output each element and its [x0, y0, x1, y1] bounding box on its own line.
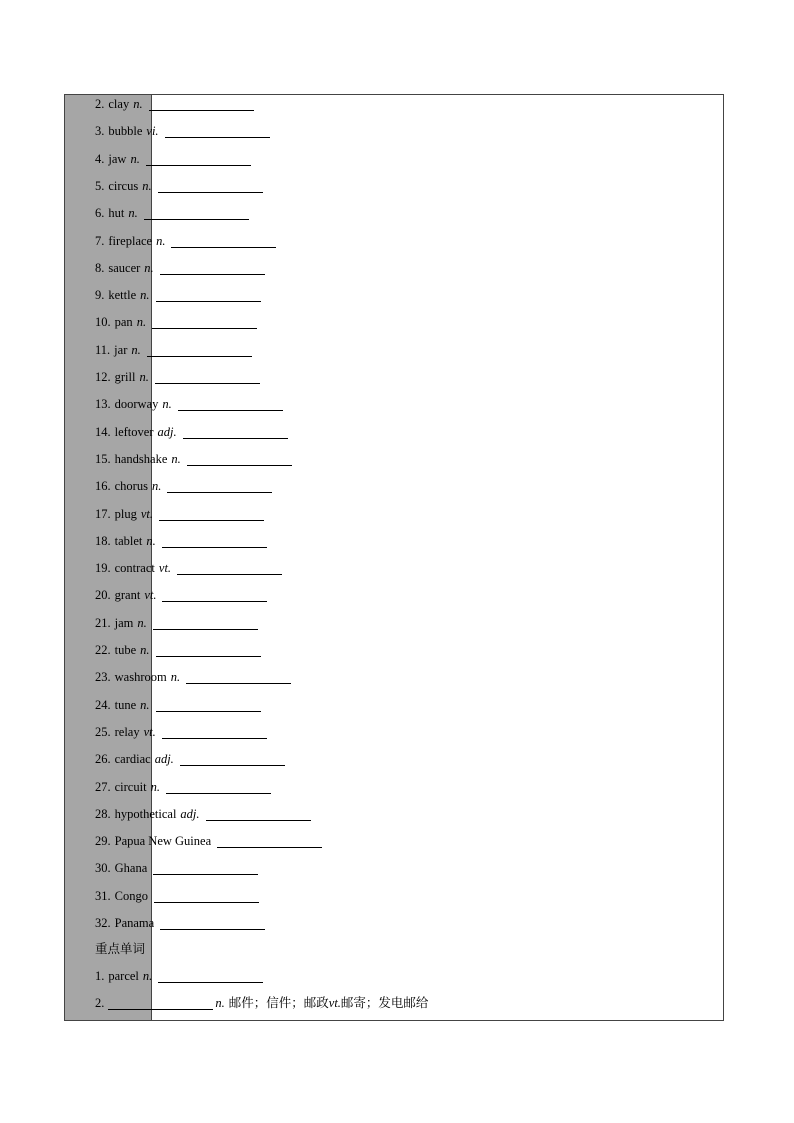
item-number: 25.	[95, 725, 111, 739]
item-number: 17.	[95, 507, 111, 521]
vocab-item	[95, 831, 322, 851]
answer-blank[interactable]	[155, 382, 260, 384]
item-word: relay	[114, 725, 140, 739]
item-number: 2.	[95, 996, 105, 1010]
item-number: 27.	[95, 780, 111, 794]
vocab-item	[95, 149, 251, 169]
item-part-of-speech: vt.	[143, 725, 156, 739]
item-part-of-speech: n.	[142, 179, 152, 193]
item-number: 21.	[95, 616, 111, 630]
item-word: kettle	[108, 288, 137, 302]
item-number: 5.	[95, 179, 105, 193]
item-word: jam	[114, 616, 134, 630]
item-word: grant	[114, 588, 141, 602]
item-number: 12.	[95, 370, 111, 384]
vocab-item	[95, 94, 254, 114]
vocab-item	[95, 203, 249, 223]
item-word: hypothetical	[114, 807, 177, 821]
answer-blank[interactable]	[146, 164, 251, 166]
item-part-of-speech: n.	[150, 780, 160, 794]
item-number: 23.	[95, 670, 111, 684]
item-word: bubble	[108, 124, 143, 138]
item-part-of-speech: vt.	[158, 561, 172, 575]
answer-blank[interactable]	[154, 901, 259, 903]
vocab-item	[95, 913, 265, 933]
answer-blank[interactable]	[108, 1008, 213, 1010]
item-number: 24.	[95, 698, 111, 712]
vocab-item	[95, 558, 282, 578]
item-number: 22.	[95, 643, 111, 657]
item-word: parcel	[108, 969, 139, 983]
item-part-of-speech: n.	[137, 616, 147, 630]
vocab-item	[95, 285, 261, 305]
item-word: Ghana	[114, 861, 148, 875]
item-number: 2.	[95, 97, 105, 111]
answer-blank[interactable]	[156, 710, 261, 712]
vocab-item	[95, 121, 270, 141]
answer-blank[interactable]	[156, 655, 261, 657]
vocab-item	[95, 476, 272, 496]
item-number: 16.	[95, 479, 111, 493]
item-part-of-speech: vi.	[146, 124, 159, 138]
item-number: 3.	[95, 124, 105, 138]
item-number: 30.	[95, 861, 111, 875]
item-word: leftover	[114, 425, 154, 439]
item-part-of-speech: n.	[156, 234, 166, 248]
answer-blank[interactable]	[180, 764, 285, 766]
item-part-of-speech: n.	[140, 643, 150, 657]
item-word: chorus	[114, 479, 148, 493]
item-part-of-speech: n.	[146, 534, 156, 548]
item-part-of-speech: vt.	[144, 588, 157, 602]
vocab-item	[95, 449, 292, 469]
answer-blank[interactable]	[153, 628, 258, 630]
vocab-item	[95, 585, 267, 605]
item-number: 26.	[95, 752, 111, 766]
item-word: Panama	[114, 916, 155, 930]
item-word: handshake	[114, 452, 168, 466]
item-part-of-speech: n.	[140, 288, 150, 302]
answer-blank[interactable]	[160, 273, 265, 275]
key-word-item-2	[95, 993, 428, 1013]
vocab-item	[95, 231, 276, 251]
item-part-of-speech: n.	[151, 479, 162, 493]
item-word: Papua New Guinea	[114, 834, 212, 848]
item-number: 18.	[95, 534, 111, 548]
vocab-item	[95, 777, 271, 797]
answer-blank[interactable]	[160, 928, 265, 930]
key-word-item-1	[95, 966, 263, 986]
item-word: tune	[114, 698, 137, 712]
item-word: tablet	[114, 534, 143, 548]
item-meaning-2: 邮寄；发电邮给	[340, 995, 429, 1010]
item-part-of-speech: adj.	[180, 807, 200, 821]
item-meaning-1: 邮件；信件；邮政	[228, 995, 329, 1010]
answer-blank[interactable]	[158, 191, 263, 193]
vocab-item	[95, 667, 291, 687]
answer-blank[interactable]	[162, 546, 267, 548]
answer-blank[interactable]	[159, 519, 264, 521]
section-heading-text: 重点单词	[95, 941, 146, 956]
item-part-of-speech: n.	[130, 152, 140, 166]
item-word: contract	[114, 561, 155, 575]
item-number: 20.	[95, 588, 111, 602]
item-word: pan	[114, 315, 133, 329]
item-part-of-speech: vt.	[140, 507, 154, 521]
answer-blank[interactable]	[162, 600, 267, 602]
answer-blank[interactable]	[162, 737, 267, 739]
section-heading	[95, 939, 145, 959]
item-part-of-speech: adj.	[157, 425, 177, 439]
item-part-of-speech: n.	[171, 452, 181, 466]
answer-blank[interactable]	[152, 327, 257, 329]
vocab-item	[95, 613, 258, 633]
answer-blank[interactable]	[158, 981, 263, 983]
answer-blank[interactable]	[217, 846, 322, 848]
answer-blank[interactable]	[153, 873, 258, 875]
vocab-item	[95, 367, 260, 387]
item-part-of-speech: adj.	[154, 752, 174, 766]
item-part-of-speech: n.	[139, 370, 149, 384]
item-word: tube	[114, 643, 137, 657]
item-part-of-speech: n.	[144, 261, 154, 275]
item-number: 7.	[95, 234, 105, 248]
item-number: 31.	[95, 889, 111, 903]
item-word: saucer	[108, 261, 141, 275]
vocab-item	[95, 394, 283, 414]
answer-blank[interactable]	[144, 218, 249, 220]
answer-blank[interactable]	[167, 491, 272, 493]
vocab-item	[95, 422, 288, 442]
item-number: 14.	[95, 425, 111, 439]
item-word: jar	[114, 343, 128, 357]
vocab-item	[95, 640, 261, 660]
answer-blank[interactable]	[147, 355, 252, 357]
vocab-item	[95, 312, 257, 332]
item-number: 13.	[95, 397, 111, 411]
item-number: 28.	[95, 807, 111, 821]
item-part-of-speech: n.	[215, 996, 225, 1010]
item-part-of-speech: n.	[131, 343, 141, 357]
vocab-item	[95, 858, 258, 878]
item-part-of-speech: n.	[142, 969, 153, 983]
answer-blank[interactable]	[177, 573, 282, 575]
item-number: 10.	[95, 315, 111, 329]
answer-blank[interactable]	[187, 464, 292, 466]
item-number: 15.	[95, 452, 111, 466]
item-word: grill	[114, 370, 136, 384]
vocab-item	[95, 504, 264, 524]
item-number: 19.	[95, 561, 111, 575]
answer-blank[interactable]	[183, 437, 288, 439]
item-word: fireplace	[108, 234, 153, 248]
item-word: jaw	[108, 152, 127, 166]
item-number: 32.	[95, 916, 111, 930]
vocab-item	[95, 531, 267, 551]
item-word: clay	[108, 97, 130, 111]
answer-blank[interactable]	[206, 819, 311, 821]
item-word: circus	[108, 179, 139, 193]
answer-blank[interactable]	[178, 409, 283, 411]
item-part-of-speech: n.	[136, 315, 147, 329]
vocab-item	[95, 695, 261, 715]
item-part-of-speech: n.	[128, 206, 138, 220]
item-part-of-speech: n.	[162, 397, 172, 411]
item-word: hut	[108, 206, 125, 220]
item-word: washroom	[114, 670, 167, 684]
answer-blank[interactable]	[166, 792, 271, 794]
item-word: Congo	[114, 889, 148, 903]
vocab-item	[95, 749, 285, 769]
item-number: 9.	[95, 288, 105, 302]
item-number: 8.	[95, 261, 105, 275]
item-number: 29.	[95, 834, 111, 848]
item-number: 6.	[95, 206, 105, 220]
item-number: 11.	[95, 343, 111, 357]
answer-blank[interactable]	[171, 246, 276, 248]
item-word: doorway	[114, 397, 159, 411]
answer-blank[interactable]	[149, 109, 254, 111]
item-word: cardiac	[114, 752, 151, 766]
item-part-of-speech: n.	[140, 698, 150, 712]
answer-blank[interactable]	[156, 300, 261, 302]
item-number: 4.	[95, 152, 105, 166]
item-number: 1.	[95, 969, 105, 983]
vocab-item	[95, 722, 267, 742]
item-word: circuit	[114, 780, 147, 794]
item-part-of-speech: n.	[133, 97, 143, 111]
vocab-item	[95, 804, 311, 824]
item-word: plug	[114, 507, 137, 521]
answer-blank[interactable]	[186, 682, 291, 684]
vocab-item	[95, 886, 259, 906]
item-part-of-speech-2: vt.	[328, 996, 341, 1010]
vocab-item	[95, 258, 265, 278]
answer-blank[interactable]	[165, 136, 270, 138]
vocab-item	[95, 340, 252, 360]
vocab-item	[95, 176, 263, 196]
item-part-of-speech: n.	[170, 670, 181, 684]
